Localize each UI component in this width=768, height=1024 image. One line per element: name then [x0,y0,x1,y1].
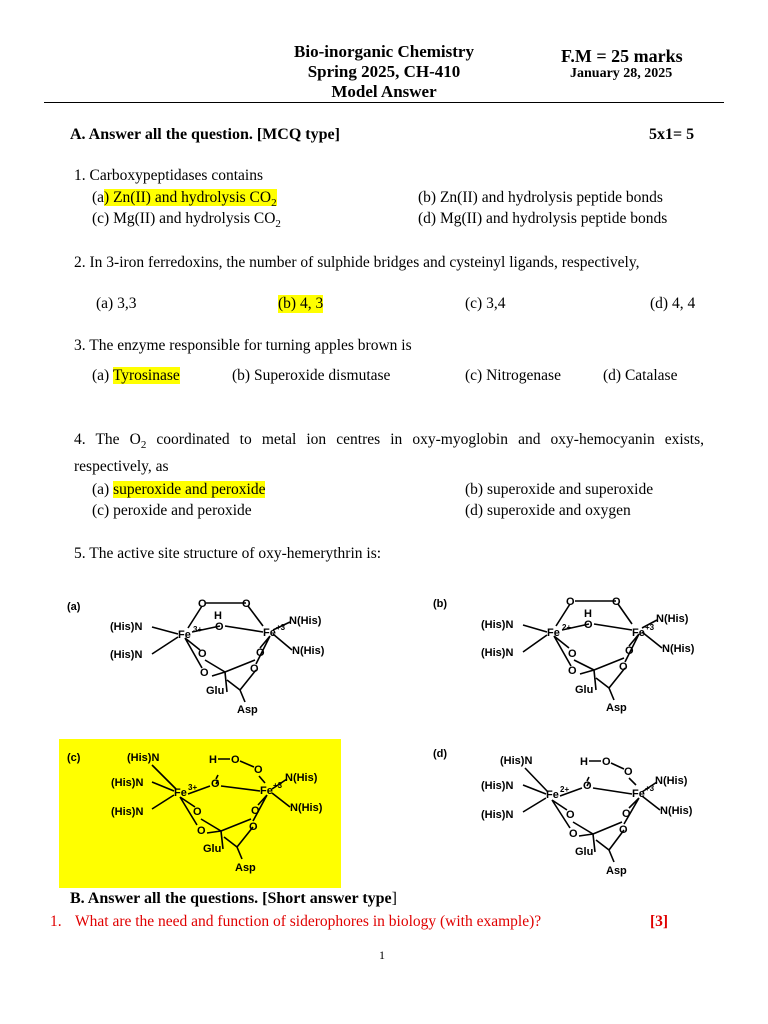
fe-charge: 3+ [193,625,203,634]
glu-label: Glu [575,684,594,696]
asp-label: Asp [606,702,627,714]
section-b-q1-text: What are the need and function of siderophores in biology (with example)? [75,913,542,930]
oxygen-atom: O [612,596,621,608]
n-his-label: N(His) [656,613,689,625]
fe-charge: +3 [273,781,283,790]
structure-c-label: (c) [67,752,81,764]
oxygen-atom: O [200,667,209,679]
oxygen-atom: O [566,596,575,608]
q5-stem: 5. The active site structure of oxy-hemerythrin is: [74,545,382,562]
q2-option-c: (c) 3,4 [465,295,506,312]
fe-charge: 2+ [562,623,572,632]
oxygen-atom: O [249,821,258,833]
term: Spring 2025, CH-410 [307,62,461,81]
glu-label: Glu [575,846,594,858]
n-his-label: N(His) [289,615,322,627]
oxygen-atom: O [622,808,631,820]
section-b-heading: B. Answer all the questions. [Short answer type] [70,890,397,907]
hydrogen-atom: H [214,610,222,622]
fe-atom: Fe [174,787,187,799]
n-his-label: N(His) [285,772,318,784]
oxygen-atom: O [602,756,611,768]
q3-option-d: (d) Catalase [603,367,678,384]
asp-label: Asp [606,865,627,877]
glu-label: Glu [206,685,225,697]
section-b-q1-marks: [3] [650,913,669,930]
fe-atom: Fe [547,627,560,639]
q4-option-d: (d) superoxide and oxygen [465,502,631,519]
his-n-label: (His)N [111,777,144,789]
doc-type: Model Answer [331,82,437,101]
his-n-label: (His)N [481,647,514,659]
q3-option-a: (a) Tyrosinase [92,367,180,384]
oxygen-atom: O [197,825,206,837]
q1-stem: 1. Carboxypeptidases contains [74,167,263,184]
oxygen-atom: O [584,619,593,631]
oxygen-atom: O [566,809,575,821]
q4-option-a: (a) superoxide and peroxide [92,481,266,498]
q1-option-d: (d) Mg(II) and hydrolysis peptide bonds [418,210,668,227]
q2-option-b: (b) 4, 3 [278,295,324,312]
q4-option-c: (c) peroxide and peroxide [92,502,252,519]
his-n-label: (His)N [481,809,514,821]
section-a-heading: A. Answer all the question. [MCQ type] [70,126,340,143]
course-title: Bio-inorganic Chemistry [294,42,474,61]
oxygen-atom: O [619,824,628,836]
oxygen-atom: O [583,780,592,792]
n-his-label: N(His) [655,775,688,787]
hydrogen-atom: H [584,608,592,620]
structure-a-label: (a) [67,601,81,613]
oxygen-atom: O [254,764,263,776]
n-his-label: N(His) [660,805,693,817]
glu-label: Glu [203,843,222,855]
fe-charge: +3 [276,623,286,632]
oxygen-atom: O [211,778,220,790]
q2-option-d: (d) 4, 4 [650,295,696,312]
q3-option-b: (b) Superoxide dismutase [232,367,391,384]
oxygen-atom: O [625,645,634,657]
q2-option-a: (a) 3,3 [96,295,137,312]
fe-charge: 2+ [560,785,570,794]
oxygen-atom: O [193,806,202,818]
fe-charge: +3 [645,623,655,632]
q4-stem: 4. The $O_2$ coordinated to metal ion centres in oxy-myoglobin and oxy-hemocyanin exists, respectively, as [74,431,704,476]
fe-charge: +3 [645,784,655,793]
fe-atom: Fe [632,627,645,639]
exam-date: January 28, 2025 [570,66,673,81]
fe-atom: Fe [632,788,645,800]
his-n-label: (His)N [111,806,144,818]
fe-atom: Fe [546,789,559,801]
q1-option-c: (c) Mg(II) and hydrolysis $CO_2$ [92,210,281,231]
oxygen-atom: O [568,648,577,660]
structure-b-label: (b) [433,598,448,610]
oxygen-atom: O [256,647,265,659]
oxygen-atom: O [569,828,578,840]
structure-d-label: (d) [433,748,448,760]
oxygen-atom: O [619,661,628,673]
his-n-label: (His)N [500,755,533,767]
oxygen-atom: O [215,621,224,633]
hydrogen-atom: H [209,754,217,766]
fe-charge: 3+ [188,783,198,792]
q1-option-b: (b) Zn(II) and hydrolysis peptide bonds [418,189,663,206]
his-n-label: (His)N [127,752,160,764]
asp-label: Asp [237,704,258,716]
oxygen-atom: O [242,598,251,610]
oxygen-atom: O [624,766,633,778]
n-his-label: N(His) [662,643,695,655]
q3-option-c: (c) Nitrogenase [465,367,561,384]
oxygen-atom: O [231,754,240,766]
n-his-label: N(His) [290,802,323,814]
section-a-marks: 5x1= 5 [649,126,695,143]
his-n-label: (His)N [481,619,514,631]
structure-d [426,740,716,880]
q2-stem: 2. In 3-iron ferredoxins, the number of sulphide bridges and cysteinyl ligands, respectively, [74,254,640,271]
page-number: 1 [379,948,385,962]
q1-option-a: (a) Zn(II) and hydrolysis $CO_2$ [92,189,277,210]
oxygen-atom: O [251,805,260,817]
fe-atom: Fe [260,785,273,797]
his-n-label: (His)N [110,649,143,661]
his-n-label: (His)N [110,621,143,633]
structure-c [59,739,341,888]
oxygen-atom: O [198,648,207,660]
structure-b [426,590,716,720]
his-n-label: (His)N [481,780,514,792]
section-b-q1-number: 1. [50,913,62,930]
header-rule [44,102,724,103]
oxygen-atom: O [568,665,577,677]
full-marks: F.M = 25 marks [561,46,683,66]
fe-atom: Fe [178,629,191,641]
n-his-label: N(His) [292,645,325,657]
oxygen-atom: O [250,663,259,675]
fe-atom: Fe [263,627,276,639]
q3-stem: 3. The enzyme responsible for turning apples brown is [74,337,412,354]
hydrogen-atom: H [580,756,588,768]
asp-label: Asp [235,862,256,874]
q4-option-b: (b) superoxide and superoxide [465,481,654,498]
oxygen-atom: O [198,598,207,610]
structure-a [60,590,350,720]
